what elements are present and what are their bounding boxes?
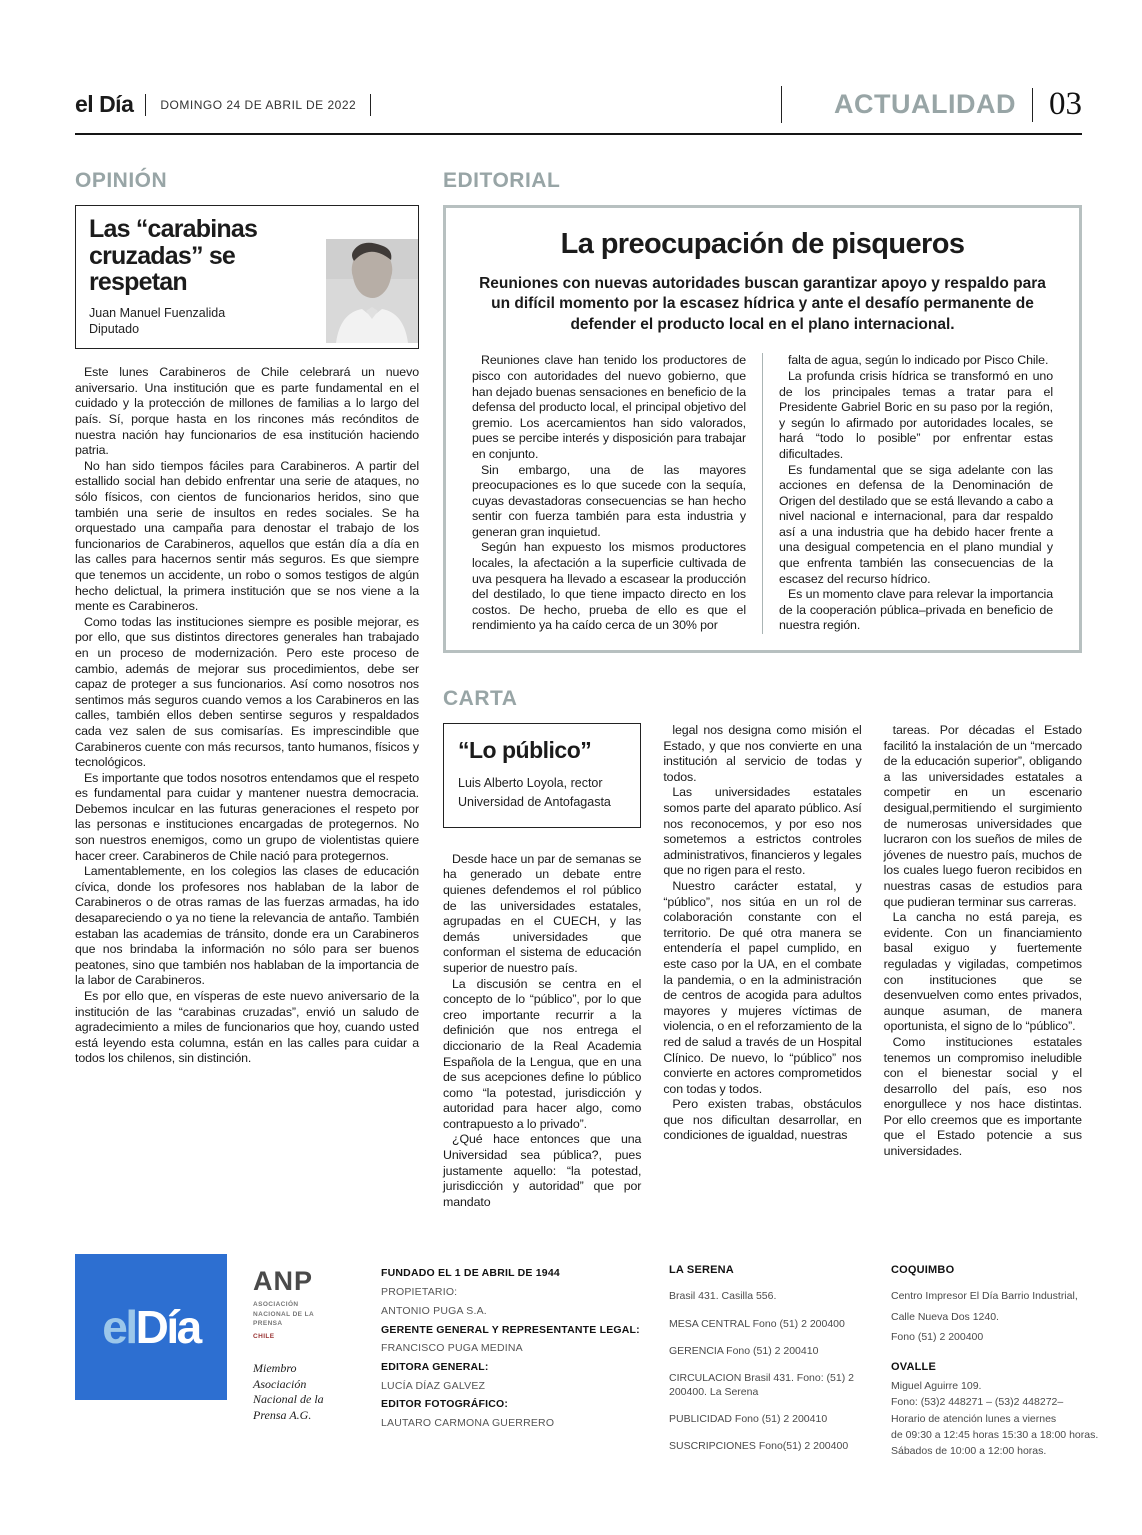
paragraph: Lamentablemente, en los colegios las clases de educación cívica, donde los profesores nos hablaban de la labor de Carabineros o de otras ramas de las fuerzas armadas, ha ido desapareciendo o ya no tiene la relevancia de antaño. También estaban las academias de tránsito, donde era un Carabineros que nos brindaba la información no sólo para ser buenos peatones, sino que también nos hablaban de la importancia de la labor de Carabineros.	[75, 864, 419, 988]
paragraph: La cancha no está pareja, es evidente. Con un financiamiento basal exiguo y fuertemente reguladas y vigiladas, competimos con instituciones que se desenvuelven como entes privados, aunque asuman, de manera oportunista, el signo de lo “público”.	[883, 910, 1082, 1034]
opinion-kicker: OPINIÓN	[75, 169, 168, 192]
anp-membership: Miembro Asociación Nacional de la Prensa A.G.	[253, 1361, 324, 1422]
carta-section	[443, 687, 1082, 1210]
paragraph: La profunda crisis hídrica se transformó en uno de los principales temas a tratar para el Presidente Gabriel Boric en su paso por la región, y según lo afirmado por autoridades locales, se hará “todo lo posible” por enfrentar estas dificultades.	[779, 368, 1053, 461]
paragraph: La discusión se centra en el concepto de lo “público”, por lo que creo importante recurrir a la definición que nos entrega el diccionario de la Real Academia Española de la Lengua, que en una de sus acepciones define lo público como “la potestad, jurisdicción y autoridad para hacer algo, como contrapuesto a lo privado”.	[443, 976, 642, 1131]
contact-ovalle-title: OVALLE	[891, 1361, 936, 1374]
imprint-editor: LUCÍA DÍAZ GALVEZ	[381, 1379, 486, 1392]
imprint-photo-editor: LAUTARO CARMONA GUERRERO	[381, 1416, 555, 1429]
contact-line: MESA CENTRAL Fono (51) 2 200400	[669, 1317, 845, 1330]
carta-author-block	[458, 774, 626, 813]
contact-line: PUBLICIDAD Fono (51) 2 200410	[669, 1413, 828, 1426]
paragraph: Desde hace un par de semanas se ha generado un debate entre quienes defendemos el rol público de las universidades estatales, agrupadas en el CUECH, y las demás universidades que conforman el sistema de educación superior de nuestro país.	[443, 851, 642, 975]
paragraph: legal nos designa como misión el Estado, y que nos convierte en una institución al servicio de todas y todos.	[663, 723, 862, 784]
main-content	[75, 169, 1082, 1210]
eldia-logo-text	[102, 1300, 199, 1354]
contact-line: GERENCIA Fono (51) 2 200410	[669, 1344, 819, 1357]
carta-header-box	[443, 723, 641, 828]
carta-author-name: Luis Alberto Loyola, rector	[458, 776, 603, 791]
editorial-subheadline: Reuniones con nuevas autoridades buscan garantizar apoyo y respaldo para un difícil momento por la escasez hídrica y ante el desafío permanente de defender el producto local en el plano internacional.	[479, 275, 1046, 333]
editorial-headline: La preocupación de pisqueros	[560, 228, 965, 260]
contact-coquimbo-title: COQUIMBO	[891, 1264, 955, 1277]
carta-columns	[443, 723, 1082, 1210]
section-title: ACTUALIDAD	[834, 89, 1016, 119]
contact-line: Horario de atención lunes a viernes	[891, 1412, 1057, 1425]
editorial-kicker: EDITORIAL	[443, 169, 561, 192]
imprint-owner-label: PROPIETARIO:	[381, 1286, 458, 1299]
header	[75, 86, 1082, 135]
carta-col-3	[884, 723, 1082, 1210]
anp-acronym: ANP	[253, 1266, 314, 1297]
imprint-founded: FUNDADO EL 1 DE ABRIL DE 1944	[381, 1267, 560, 1280]
imprint-photo-editor-label: EDITOR FOTOGRÁFICO:	[381, 1398, 509, 1411]
eldia-logo	[75, 1254, 227, 1400]
opinion-author-role: Diputado	[89, 322, 140, 337]
carta-author-org: Universidad de Antofagasta	[458, 795, 611, 810]
page-number: 03	[1049, 86, 1082, 122]
logo-dia: Día	[135, 1301, 200, 1354]
paragraph: Sin embargo, una de las mayores preocupaciones es lo que sucede con la sequía, cuyas devastadoras consecuencias se han hecho sentir con fuerza también para esta industria y generan gran inquietud.	[472, 462, 746, 539]
paragraph: Como todas las instituciones siempre es posible mejorar, es por ello, que sus distintos directores generales han trabajado en un proceso de modernización. Pero este proceso de cambio, además de mejorar sus procedimientos, debe ser capaz de proteger a sus funcionarios. Así como nosotros nos sentimos más seguros cuando vemos a los Carabineros en las calles, también ellos deben sentirse seguros y respaldados cada vez salen de sus comisarías. Es imprescindible que Carabineros cuente con más recursos, tanto humanos, físicos y tecnológicos.	[75, 614, 419, 770]
imprint-owner: ANTONIO PUGA S.A.	[381, 1304, 487, 1317]
imprint-manager-label: GERENTE GENERAL Y REPRESENTANTE LEGAL:	[381, 1323, 640, 1336]
contact-line: de 09:30 a 12:45 horas 15:30 a 18:00 horas.	[891, 1428, 1099, 1441]
paragraph: Es importante que todos nosotros entendamos que el respeto es fundamental para cuidar y mantener nuestra democracia. Debemos inculcar en las futuras generaciones el respeto por las personas e instituciones encargadas de protegernos. No son nuestros enemigos, como un grupo de violentistas quiere hacer creer. Carabineros de Chile nació para protegernos.	[75, 770, 419, 863]
contact-coquimbo	[891, 1264, 1103, 1345]
carta-kicker: CARTA	[443, 687, 518, 711]
paragraph: Pero existen trabas, obstáculos que nos dificultan desarrollar, en condiciones de igualdad, nuestras	[663, 1097, 862, 1143]
imprint-manager: FRANCISCO PUGA MEDINA	[381, 1342, 523, 1355]
editorial-col-2	[762, 353, 1055, 634]
contact-coquimbo-ovalle	[891, 1254, 1103, 1460]
paragraph: No han sido tiempos fáciles para Carabineros. A partir del estallido social han debido enfrentar una serie de ataques, no sólo físicos, con cientos de funcionarios heridos, sino que también una serie de insultos en redes sociales. Se ha orquestado una campaña para denostar el trabajo de los funcionarios de Carabineros, aquellos que están día a día en las calles para hacernos sentir más seguros. Es que siempre que tenemos un accidente, un robo o somos testigos de algún hecho delictual, la primera institución que se nos viene a la mente es Carabineros.	[75, 458, 419, 614]
paragraph: Las universidades estatales somos parte del aparato público. Así nos reconocemos, y por eso nos sometemos a estrictos controles administrativos, financieros y legales que no rigen para el resto.	[663, 785, 862, 878]
paragraph: Es fundamental que se siga adelante con las acciones en defensa de la Denominación de Origen del destilado que se está llevando a cabo a nivel nacional e internacional, para dar respaldo así a una industria que ha debido hacer frente a una desigual competencia en el plano mundial y que enfrenta también las consecuencias de la escasez del recurso hídrico.	[779, 462, 1053, 586]
logo-el: el	[102, 1301, 136, 1354]
paragraph: Este lunes Carabineros de Chile celebrará un nuevo aniversario. Una institución que es parte fundamental en el cuidado y la protección de millones de familias a lo largo del país. Sí, porque hasta en los rincones más recónditos de nuestra nación hay funcionarios de esa institución haciendo patria.	[75, 365, 419, 458]
imprint-block	[381, 1254, 643, 1432]
paragraph: Nuestro carácter estatal, y “público”, nos sitúa en un rol de colaboración constante con el territorio. De qué otra manera se entendería el papel cumplido, en este caso por la UA, en el combate la pandemia, o en la administración de centros de acogida para adultos mayores y mujeres víctimas de violencia, o en el reforzamiento de la red de salud a través de un Hospital Clínico. De nuevo, lo “público” nos convierte en actores comprometidos con todas y todos.	[663, 878, 862, 1096]
carta-col-1	[443, 723, 641, 1210]
contact-line: SUSCRIPCIONES Fono(51) 2 200400	[669, 1440, 849, 1453]
contact-ovalle	[891, 1361, 1103, 1459]
contact-la-serena-title: LA SERENA	[669, 1264, 734, 1277]
header-divider	[1032, 88, 1033, 122]
contact-line: Brasil 431. Casilla 556.	[669, 1290, 777, 1303]
paragraph: Según han expuesto los mismos productores locales, la afectación a la superficie cultivada de uva pesquera ha llevado a escasear la producción del destilado, lo que tiene impacto directo en los costos. De hecho, prueba de ello es que el rendimiento ya ha caído cerca de un 30% por	[472, 540, 746, 633]
anp-caption-chile: CHILE	[253, 1332, 275, 1340]
opinion-author-name: Juan Manuel Fuenzalida	[89, 305, 226, 320]
contact-line: Fono (51) 2 200400	[891, 1330, 984, 1343]
contact-la-serena	[669, 1254, 865, 1466]
paragraph: Como instituciones estatales tenemos un compromiso ineludible con el bienestar social y el desarrollo del país, eso nos enorgullece y nos hace distintas. Por ello creemos que es importante que el Estado potencie a sus universidades.	[883, 1034, 1082, 1159]
paragraph: ¿Qué hace entonces que una Universidad sea pública?, pues justamente aquello: “la potestad, jurisdicción y autoridad” que por mandato	[443, 1132, 642, 1209]
author-portrait-placeholder	[326, 239, 418, 343]
contact-line: Calle Nueva Dos 1240.	[891, 1310, 999, 1323]
author-photo	[326, 239, 418, 348]
opinion-head	[89, 216, 320, 348]
paragraph: Reuniones clave han tenido los productores de pisco con autoridades del nuevo gobierno, que han dejado buenas sensaciones en beneficio de la defensa del producto local, el principal objetivo del gremio. Los acercamientos han sido valorados, pues se percibe interés y disposición para trabajar en conjunto.	[472, 353, 746, 461]
anp-logo	[253, 1266, 355, 1341]
carta-col-1-text	[443, 852, 641, 1211]
opinion-author-block	[89, 305, 320, 339]
imprint-editor-label: EDITORA GENERAL:	[381, 1360, 489, 1373]
paragraph: falta de agua, según lo indicado por Pisco Chile.	[788, 353, 1049, 368]
editorial-col-1	[470, 353, 762, 634]
contact-line: Fono: (53)2 448271 – (53)2 448272–	[891, 1396, 1064, 1409]
contact-line: Sábados de 10:00 a 12:00 horas.	[891, 1444, 1047, 1457]
contact-line: Miguel Aguirre 109.	[891, 1380, 982, 1393]
anp-caption: ASOCIACIÓN NACIONAL DE LA PRENSA	[253, 1301, 314, 1328]
right-column	[443, 169, 1082, 1210]
carta-col-2	[663, 723, 861, 1210]
paragraph: Es por ello que, en vísperas de este nuevo aniversario de la institución de las “carabinas cruzadas”, envió un saludo de agradecimiento a miles de funcionarios que hoy, cuando usted está leyendo esta columna, están en las calles para cuidar a todos los chilenos, sin distinción.	[75, 989, 419, 1066]
opinion-column	[75, 169, 419, 1210]
editorial-columns	[470, 353, 1055, 634]
paragraph: tareas. Por décadas el Estado facilitó la instalación de un “mercado de la educación superior”, obligando a las universidades estatales a competir en un escenario desigual,permitiendo el surgimiento de numerosas universidades que lucraron con los sueños de miles de jóvenes de nuestro país, muchos de los cuales luego fueron recibidos en nuestras casas de estudios para que pudieran terminar sus carreras.	[883, 723, 1082, 909]
contact-line: CIRCULACION Brasil 431. Fono: (51) 2 200400. La Serena	[669, 1371, 854, 1399]
opinion-body	[75, 365, 419, 1067]
brand-group	[75, 86, 371, 123]
page-footer	[75, 1254, 1099, 1466]
paragraph: Es un momento clave para relevar la importancia de la cooperación pública–privada en beneficio de nuestra región.	[779, 587, 1053, 633]
editorial-box	[443, 205, 1082, 653]
brand-logo: el Día	[75, 91, 134, 117]
issue-date: DOMINGO 24 DE ABRIL DE 2022	[145, 94, 371, 116]
anp-block	[253, 1254, 355, 1423]
contact-line: Centro Impresor El Día Barrio Industrial,	[891, 1290, 1078, 1303]
opinion-header-box	[75, 205, 419, 349]
section-group	[781, 86, 1082, 123]
editorial-section	[443, 169, 1082, 653]
opinion-headline: Las “carabinas cruzadas” se respetan	[89, 215, 258, 296]
carta-headline: “Lo público”	[458, 737, 592, 764]
